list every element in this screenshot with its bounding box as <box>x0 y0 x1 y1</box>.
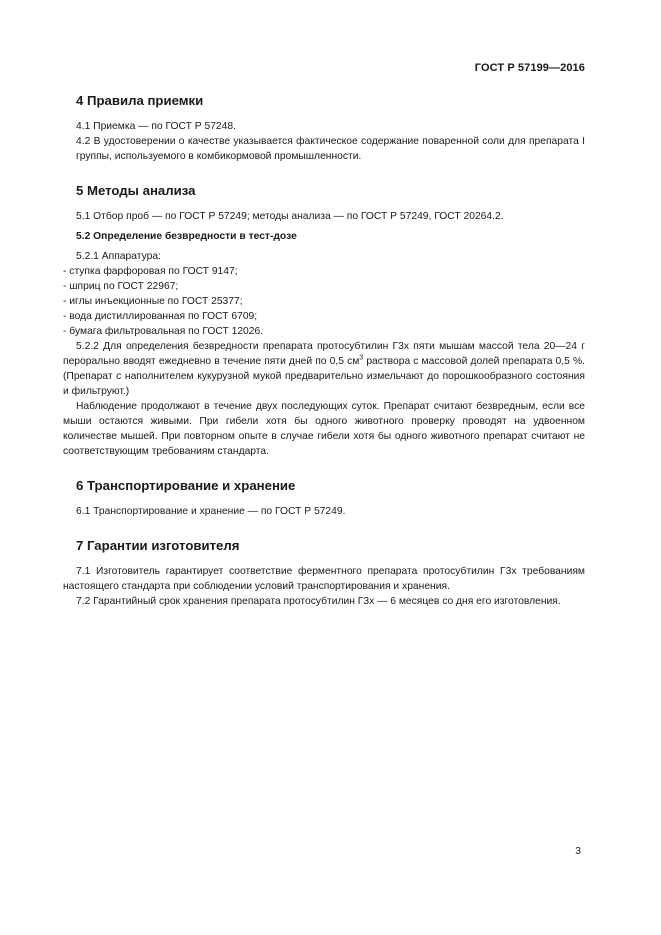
superscript-3: 3 <box>359 354 364 362</box>
paragraph-6-1: 6.1 Транспортирование и хранение — по ГОСТ Р 57249. <box>76 506 346 517</box>
list-item: - бумага фильтровальная по ГОСТ 12026. <box>63 326 264 337</box>
paragraph-4-2 <box>76 134 585 164</box>
apparatus-list <box>63 264 585 339</box>
section-5-heading: 5 Методы анализа <box>76 183 196 198</box>
document-body <box>63 92 585 609</box>
paragraph-5-2-2-text-a: 5.2.2 Для определения безвредности препарата протосубтилин Г3х пяти мышам массой тела 20—24 г перорально вводят ежедневно в течение пяти дней по 0,5 см <box>63 341 585 367</box>
paragraph-7-2: 7.2 Гарантийный срок хранения препарата протосубтилин Г3х — 6 месяцев со дня его изготовления. <box>76 596 561 607</box>
document-code: ГОСТ Р 57199—2016 <box>474 62 585 74</box>
paragraph-5-2-2 <box>63 339 585 399</box>
list-item: - шприц по ГОСТ 22967; <box>63 281 179 292</box>
paragraph-5-1: 5.1 Отбор проб — по ГОСТ Р 57249; методы анализа — по ГОСТ Р 57249, ГОСТ 20264.2. <box>76 211 504 222</box>
page-number: 3 <box>575 846 581 857</box>
section-6-heading: 6 Транспортирование и хранение <box>76 478 296 493</box>
paragraph-4-2-text: 4.2 В удостоверении о качестве указывается фактическое содержание поваренной соли для препарата I группы, используемого в комбикормовой промышленности. <box>76 136 585 162</box>
paragraph-7-1: 7.1 Изготовитель гарантирует соответствие ферментного препарата протосубтилин Г3х требованиям настоящего стандарта при соблюдении условий транспортирования и хранения. <box>63 566 585 592</box>
section-4-heading: 4 Правила приемки <box>76 93 204 108</box>
paragraph-4-1: 4.1 Приемка — по ГОСТ Р 57248. <box>76 121 236 132</box>
paragraph-observation: Наблюдение продолжают в течение двух последующих суток. Препарат считают безвредным, если все мыши остаются живыми. При гибели хотя бы одного животного проверку проводят на удвоенном количестве мышей. При повторном опыте в случае гибели хотя бы одного животного препарат считают не соответствующим требованиям стандарта. <box>63 401 585 457</box>
list-item: - ступка фарфоровая по ГОСТ 9147; <box>63 266 238 277</box>
subsection-5-2-heading: 5.2 Определение безвредности в тест-дозе <box>76 231 297 242</box>
section-7-heading: 7 Гарантии изготовителя <box>76 538 240 553</box>
list-item: - иглы инъекционные по ГОСТ 25377; <box>63 296 243 307</box>
list-item: - вода дистиллированная по ГОСТ 6709; <box>63 311 258 322</box>
apparatus-heading: 5.2.1 Аппаратура: <box>76 251 161 262</box>
paragraph-5-2-2-text-b: раствора с массовой долей препарата 0,5 %. (Препарат с наполнителем кукурузной мукой предварительно измельчают до порошкообразного состояния и фильтруют.) <box>63 356 585 397</box>
